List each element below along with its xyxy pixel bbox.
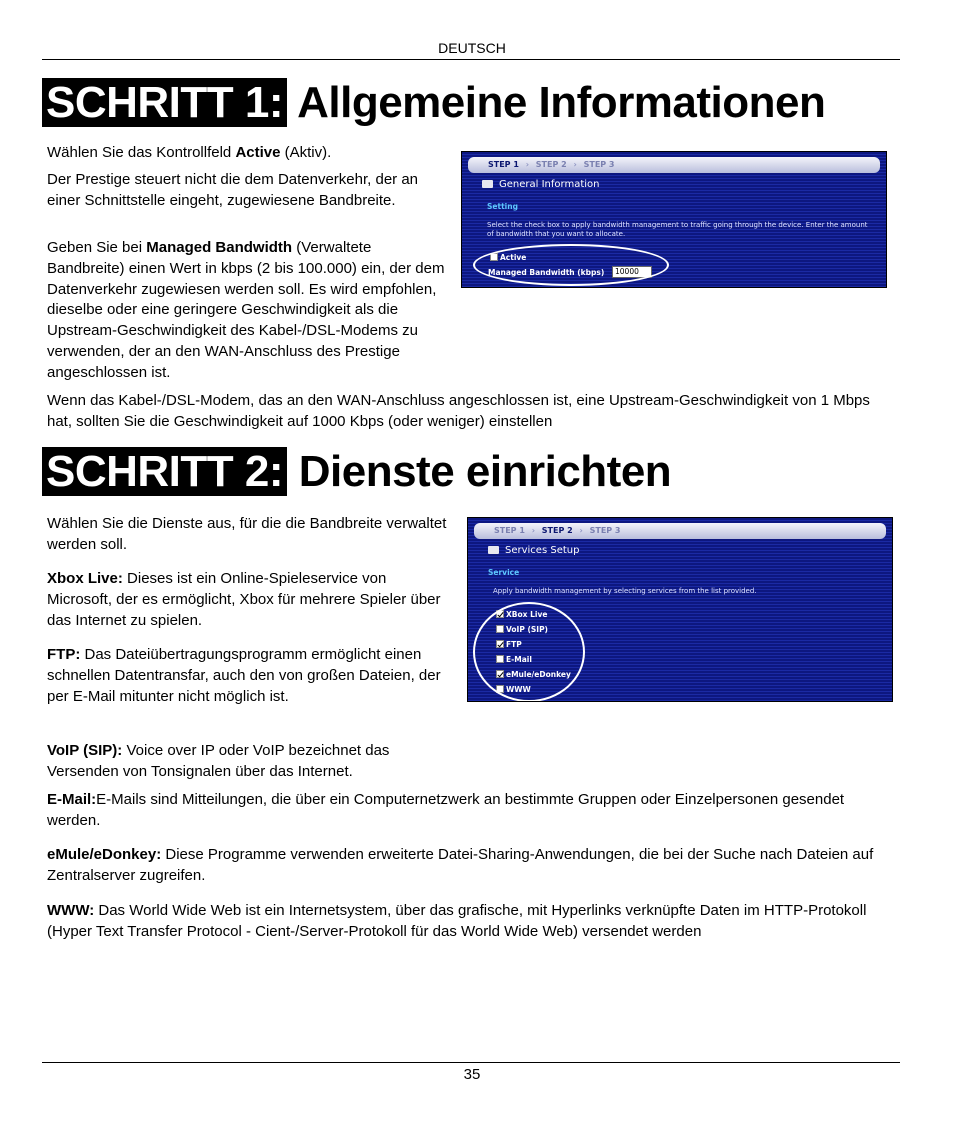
footer-rule [42,1062,900,1063]
text: Das World Wide Web ist ein Internetsystem, über das grafische, mit Hyperlinks verknüpfte Daten im HTTP-Protokoll (Hyper Text Transfer Protocol - Cient-/Server-Protokoll für das World Wide Web) versendet werden [47,902,867,940]
wizard-step-1: STEP 1 [488,160,519,169]
screen-title-text: Services Setup [505,545,580,556]
managed-bandwidth-input[interactable]: 10000 [612,266,652,278]
service-label: WWW [506,685,531,694]
step1-paragraph-2: Der Prestige steuert nicht die dem Datenverkehr, der an einer Schnittstelle eingeht, zugewiesene Bandbreite. [47,171,419,209]
text: (Aktiv). [280,144,332,161]
folder-icon [482,180,493,188]
service-label: VoIP (SIP) [506,625,548,634]
xbox-live-paragraph [47,569,452,631]
bold-text: eMule/eDonkey: [47,846,162,863]
service-label: eMule/eDonkey [506,670,571,679]
bold-text: Managed Bandwidth [146,239,293,256]
active-label: Active [500,253,527,262]
wizard-step-2: STEP 2 [541,526,573,535]
wizard-step-3: STEP 3 [589,526,621,535]
folder-icon [488,546,499,554]
service-label: XBox Live [506,610,548,619]
ftp-paragraph [47,645,452,707]
header-language: DEUTSCH [438,40,506,56]
step2-label: SCHRITT 2: [42,447,287,496]
bandwidth-label: Managed Bandwidth (kbps) [488,268,605,277]
step1-title: Allgemeine Informationen [297,78,826,127]
services-setup-screenshot [467,517,893,702]
text: Wählen Sie das Kontrollfeld [47,144,236,161]
highlight-ellipse [473,244,669,286]
text: Voice over IP oder VoIP bezeichnet das Versenden von Tonsignalen über das Internet. [47,742,390,780]
page-number: 35 [463,1066,481,1083]
bold-text: E-Mail: [47,791,97,808]
section-description: Apply bandwidth management by selecting services from the list provided. [493,587,757,595]
wizard-step-2: STEP 2 [535,160,567,169]
bold-text: VoIP (SIP): [47,742,123,759]
wizard-step-bar [474,523,886,539]
wizard-step-3: STEP 3 [583,160,615,169]
screen-title [482,179,599,190]
text: Geben Sie bei [47,239,147,256]
step2-title: Dienste einrichten [298,447,672,496]
bold-text: Xbox Live: [47,570,123,587]
service-label: E-Mail [506,655,532,664]
screen-title-text: General Information [499,179,600,190]
email-paragraph [47,790,897,832]
www-paragraph [47,901,897,943]
text: Diese Programme verwenden erweiterte Datei-Sharing-Anwendungen, die bei der Suche nach Dateien auf Zentralserver zugreifen. [47,846,874,884]
step1-paragraph-1 [47,143,447,164]
text: E-Mails sind Mitteilungen, die über ein Computernetzwerk an bestimmte Gruppen oder Einzelpersonen gesendet werden. [47,791,845,829]
wizard-step-bar [468,157,880,173]
wizard-step-1: STEP 1 [494,526,525,535]
header-rule [42,59,900,60]
text: (Verwaltete Bandbreite) einen Wert in kbps (2 bis 100.000) ein, der dem Datenverkehr zugewiesen werden soll. Es wird empfohlen, dieselbe oder eine geringere Geschwindigkeit als die Upstream-Geschwindigkeit des Kabel-/DSL-Modems zu verwenden, der an den WAN-Anschluss des Prestige angeschlossen ist. [47,239,445,381]
step1-label: SCHRITT 1: [42,78,287,127]
chevron-right-icon: › [579,526,583,535]
step1-heading [42,80,825,126]
step1-paragraph-4: Wenn das Kabel-/DSL-Modem, das an den WAN-Anschluss angeschlossen ist, eine Upstream-Geschwindigkeit von 1 Mbps hat, sollten Sie die Geschwindigkeit auf 1000 Kbps (oder weniger) einstellen [47,392,870,430]
section-label: Service [488,568,520,577]
step2-intro: Wählen Sie die Dienste aus, für die die Bandbreite verwaltet werden soll. [47,515,447,553]
bold-text: Active [235,144,281,161]
section-label: Setting [487,202,518,211]
general-information-screenshot [461,151,887,288]
text: Dieses ist ein Online-Spieleservice von Microsoft, der es ermöglicht, Xbox für mehrere Spieler über das Internet zu spielen. [47,570,441,629]
step2-heading [42,449,671,495]
bold-text: WWW: [47,902,95,919]
emule-paragraph [47,845,897,887]
chevron-right-icon: › [525,160,529,169]
highlight-ellipse [473,602,585,702]
screen-title [488,545,579,556]
service-label: FTP [506,640,522,649]
voip-paragraph [47,741,459,783]
text: Das Dateiübertragungsprogramm ermöglicht einen schnellen Datentransfar, auch den von großen Dateien, der per E-Mail mitunter nicht möglich ist. [47,646,441,705]
bold-text: FTP: [47,646,81,663]
section-description: Select the check box to apply bandwidth management to traffic going through the device. Enter the amount of bandwidth that you want to allocate. [487,221,868,238]
chevron-right-icon: › [531,526,535,535]
step1-paragraph-3 [47,238,447,384]
chevron-right-icon: › [573,160,577,169]
